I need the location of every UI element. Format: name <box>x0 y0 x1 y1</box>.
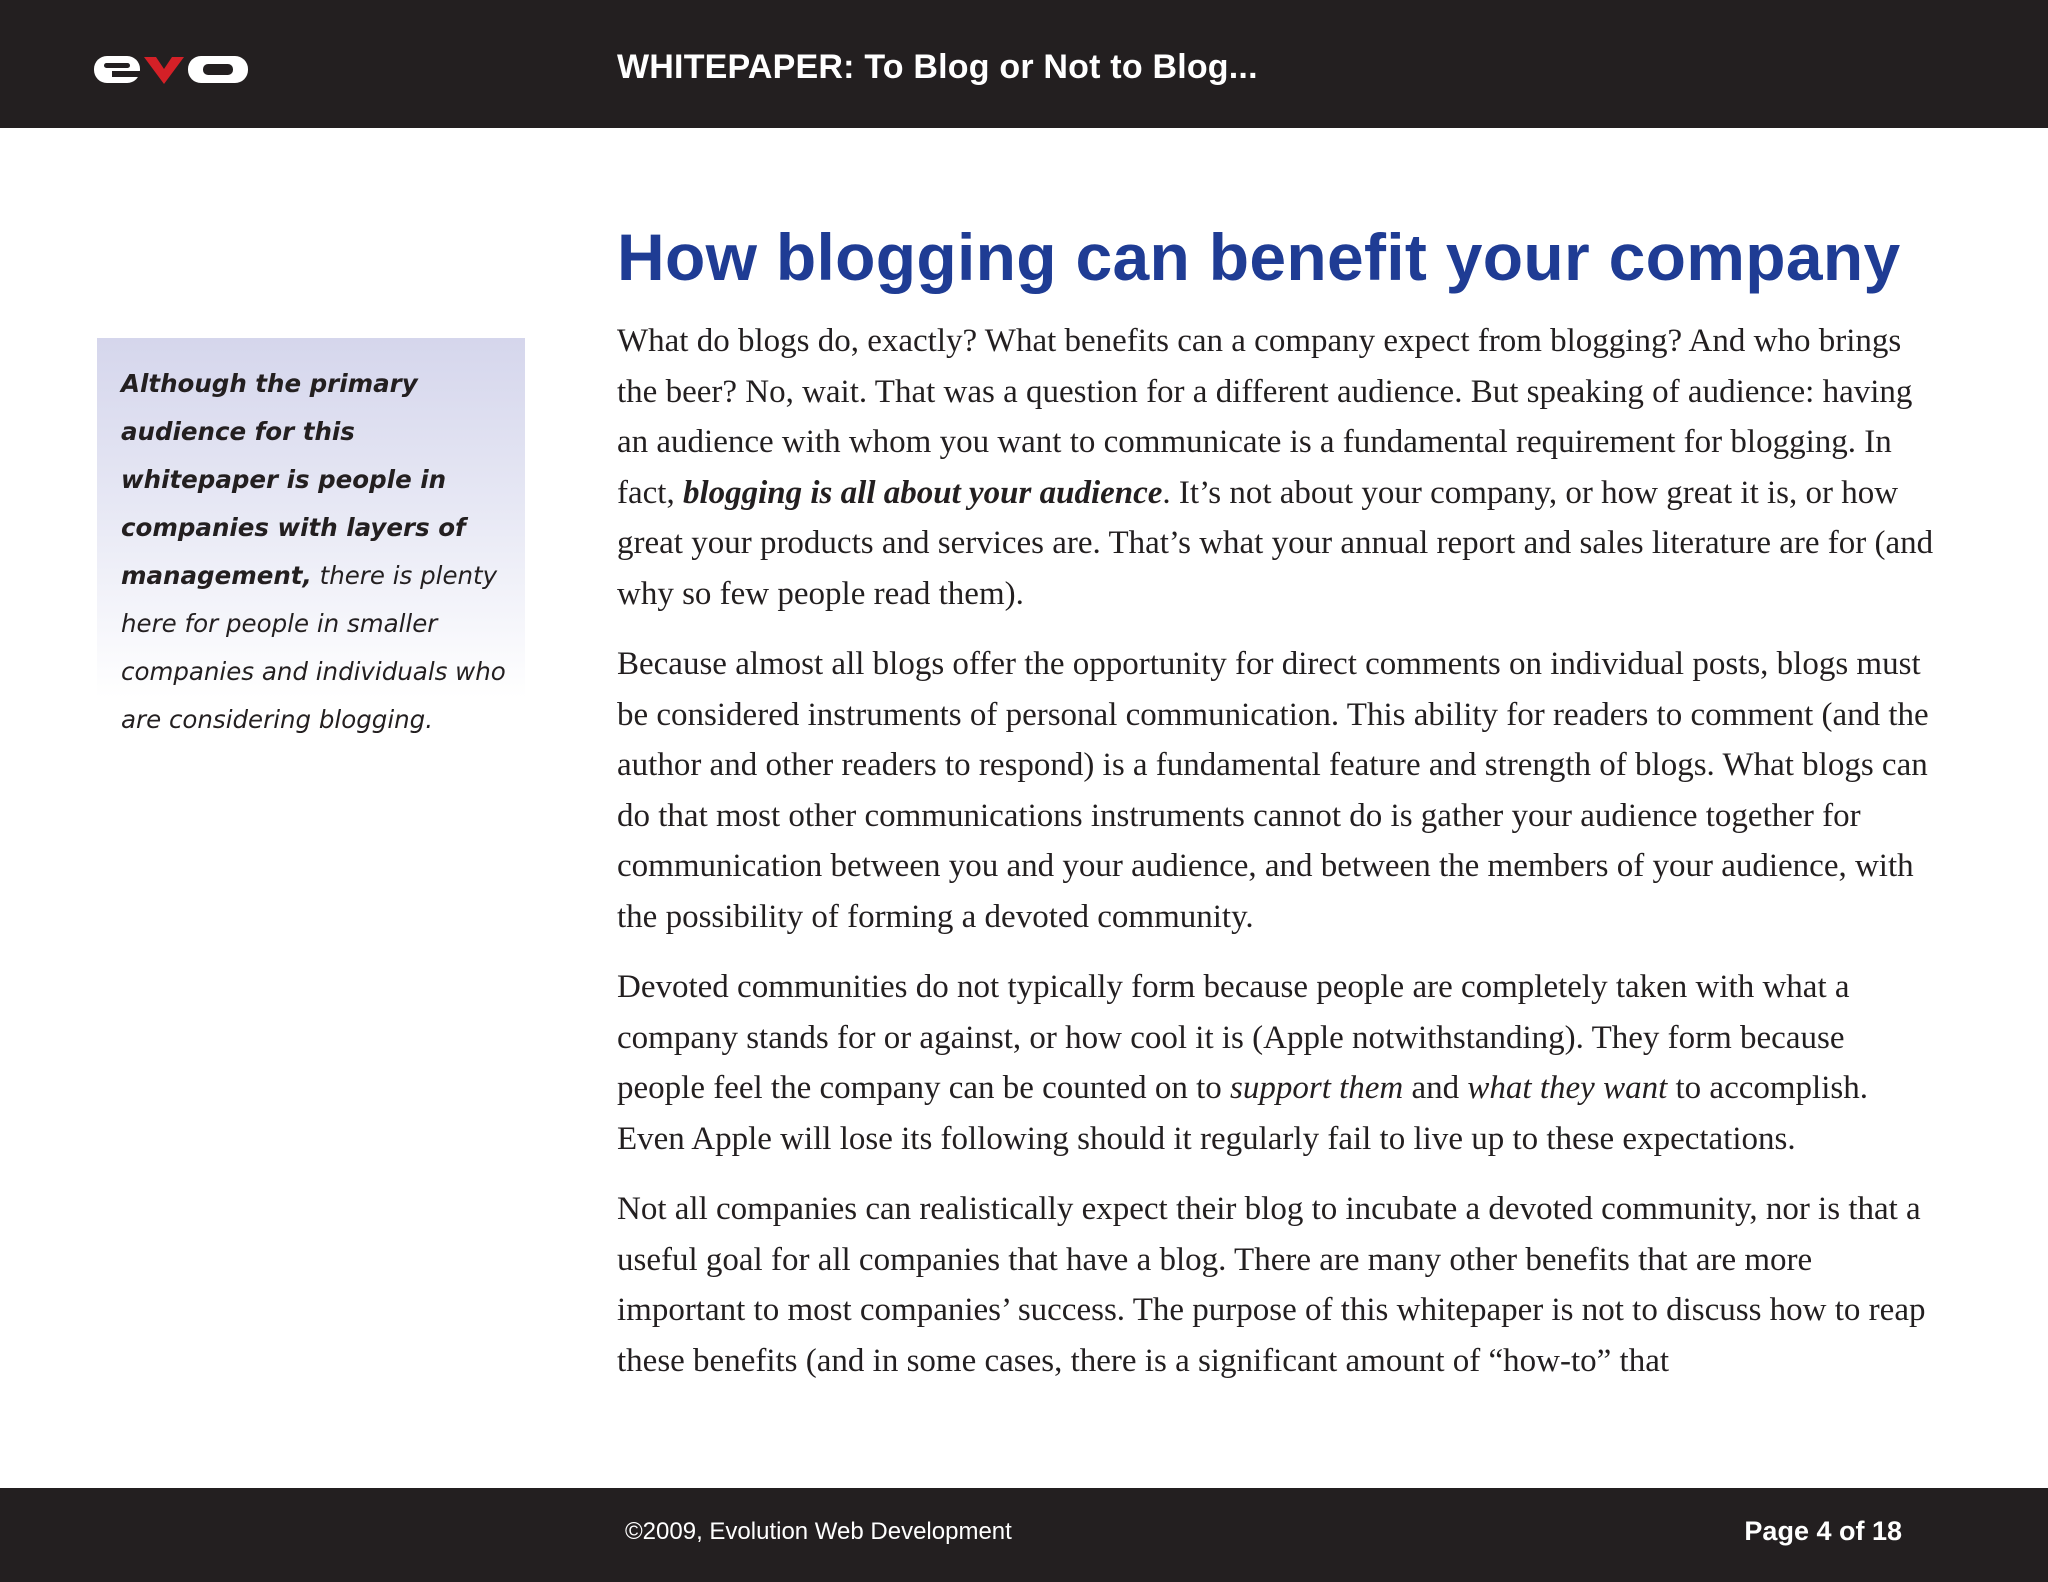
paragraph-1-emphasis: blogging is all about your audience <box>682 474 1163 511</box>
main-content <box>617 210 1937 1406</box>
evo-logo <box>92 52 252 86</box>
callout-rest: there is plenty here for people in smaller companies and individuals who are considering blogging. <box>121 561 506 734</box>
paragraph-3-text-mid: and <box>1403 1070 1468 1106</box>
paragraph-2: Because almost all blogs offer the opportunity for direct comments on individual posts, blogs must be considered instruments of personal communication. This ability for readers to comment (and the author and other readers to respond) is a fundamental feature and strength of blogs. What blogs can do that most other communications instruments cannot do is gather your audience together for communication between you and your audience, and between the members of your audience, with the possibility of forming a devoted community. <box>617 646 1929 935</box>
paragraph-3-emphasis-2: what they want <box>1467 1070 1668 1106</box>
page-header <box>0 0 2048 128</box>
copyright-notice: ©2009, Evolution Web Development <box>625 1518 1012 1545</box>
page-number: Page 4 of 18 <box>1744 1516 1902 1546</box>
paragraph-3-emphasis-1: support them <box>1230 1070 1404 1106</box>
page-footer <box>0 1488 2048 1582</box>
page-title: How blogging can benefit your company <box>617 220 1901 294</box>
paragraph-3-text: Devoted communities do not typically form because people are completely taken with what a company stands for or against, or how cool it is (Apple notwithstanding). They form because people feel the company can be counted on to <box>617 969 1850 1106</box>
paragraph-3 <box>617 962 1937 1164</box>
callout-text <box>121 360 511 744</box>
sidebar-callout-box <box>97 338 525 734</box>
paragraph-4: Not all companies can realistically expect their blog to incubate a devoted community, nor is that a useful goal for all companies that have a blog. There are many other benefits that are more important to most companies’ success. The purpose of this whitepaper is not to discuss how to reap these benefits (and in some cases, there is a significant amount of “how-to” that <box>617 1191 1926 1379</box>
body-text <box>617 316 1937 1386</box>
document-title: WHITEPAPER: To Blog or Not to Blog... <box>617 48 1258 86</box>
paragraph-3-text-end: to accomplish. Even Apple will lose its following should it regularly fail to live up to these expectations. <box>617 1070 1868 1157</box>
paragraph-1-text-end: . It’s not about your company, or how great it is, or how great your products and services are. That’s what your annual report and sales literature are for (and why so few people read them). <box>617 474 1934 612</box>
callout-lead: Although the primary audience for this whitepaper is people in companies with layers of management, <box>121 369 466 590</box>
paragraph-1 <box>617 316 1937 619</box>
paragraph-1-text: What do blogs do, exactly? What benefits can a company expect from blogging? And who brings the beer? No, wait. That was a question for a different audience. But speaking of audience: having an audience with whom you want to communicate is a fundamental requirement for blogging. In fact, <box>617 323 1913 511</box>
